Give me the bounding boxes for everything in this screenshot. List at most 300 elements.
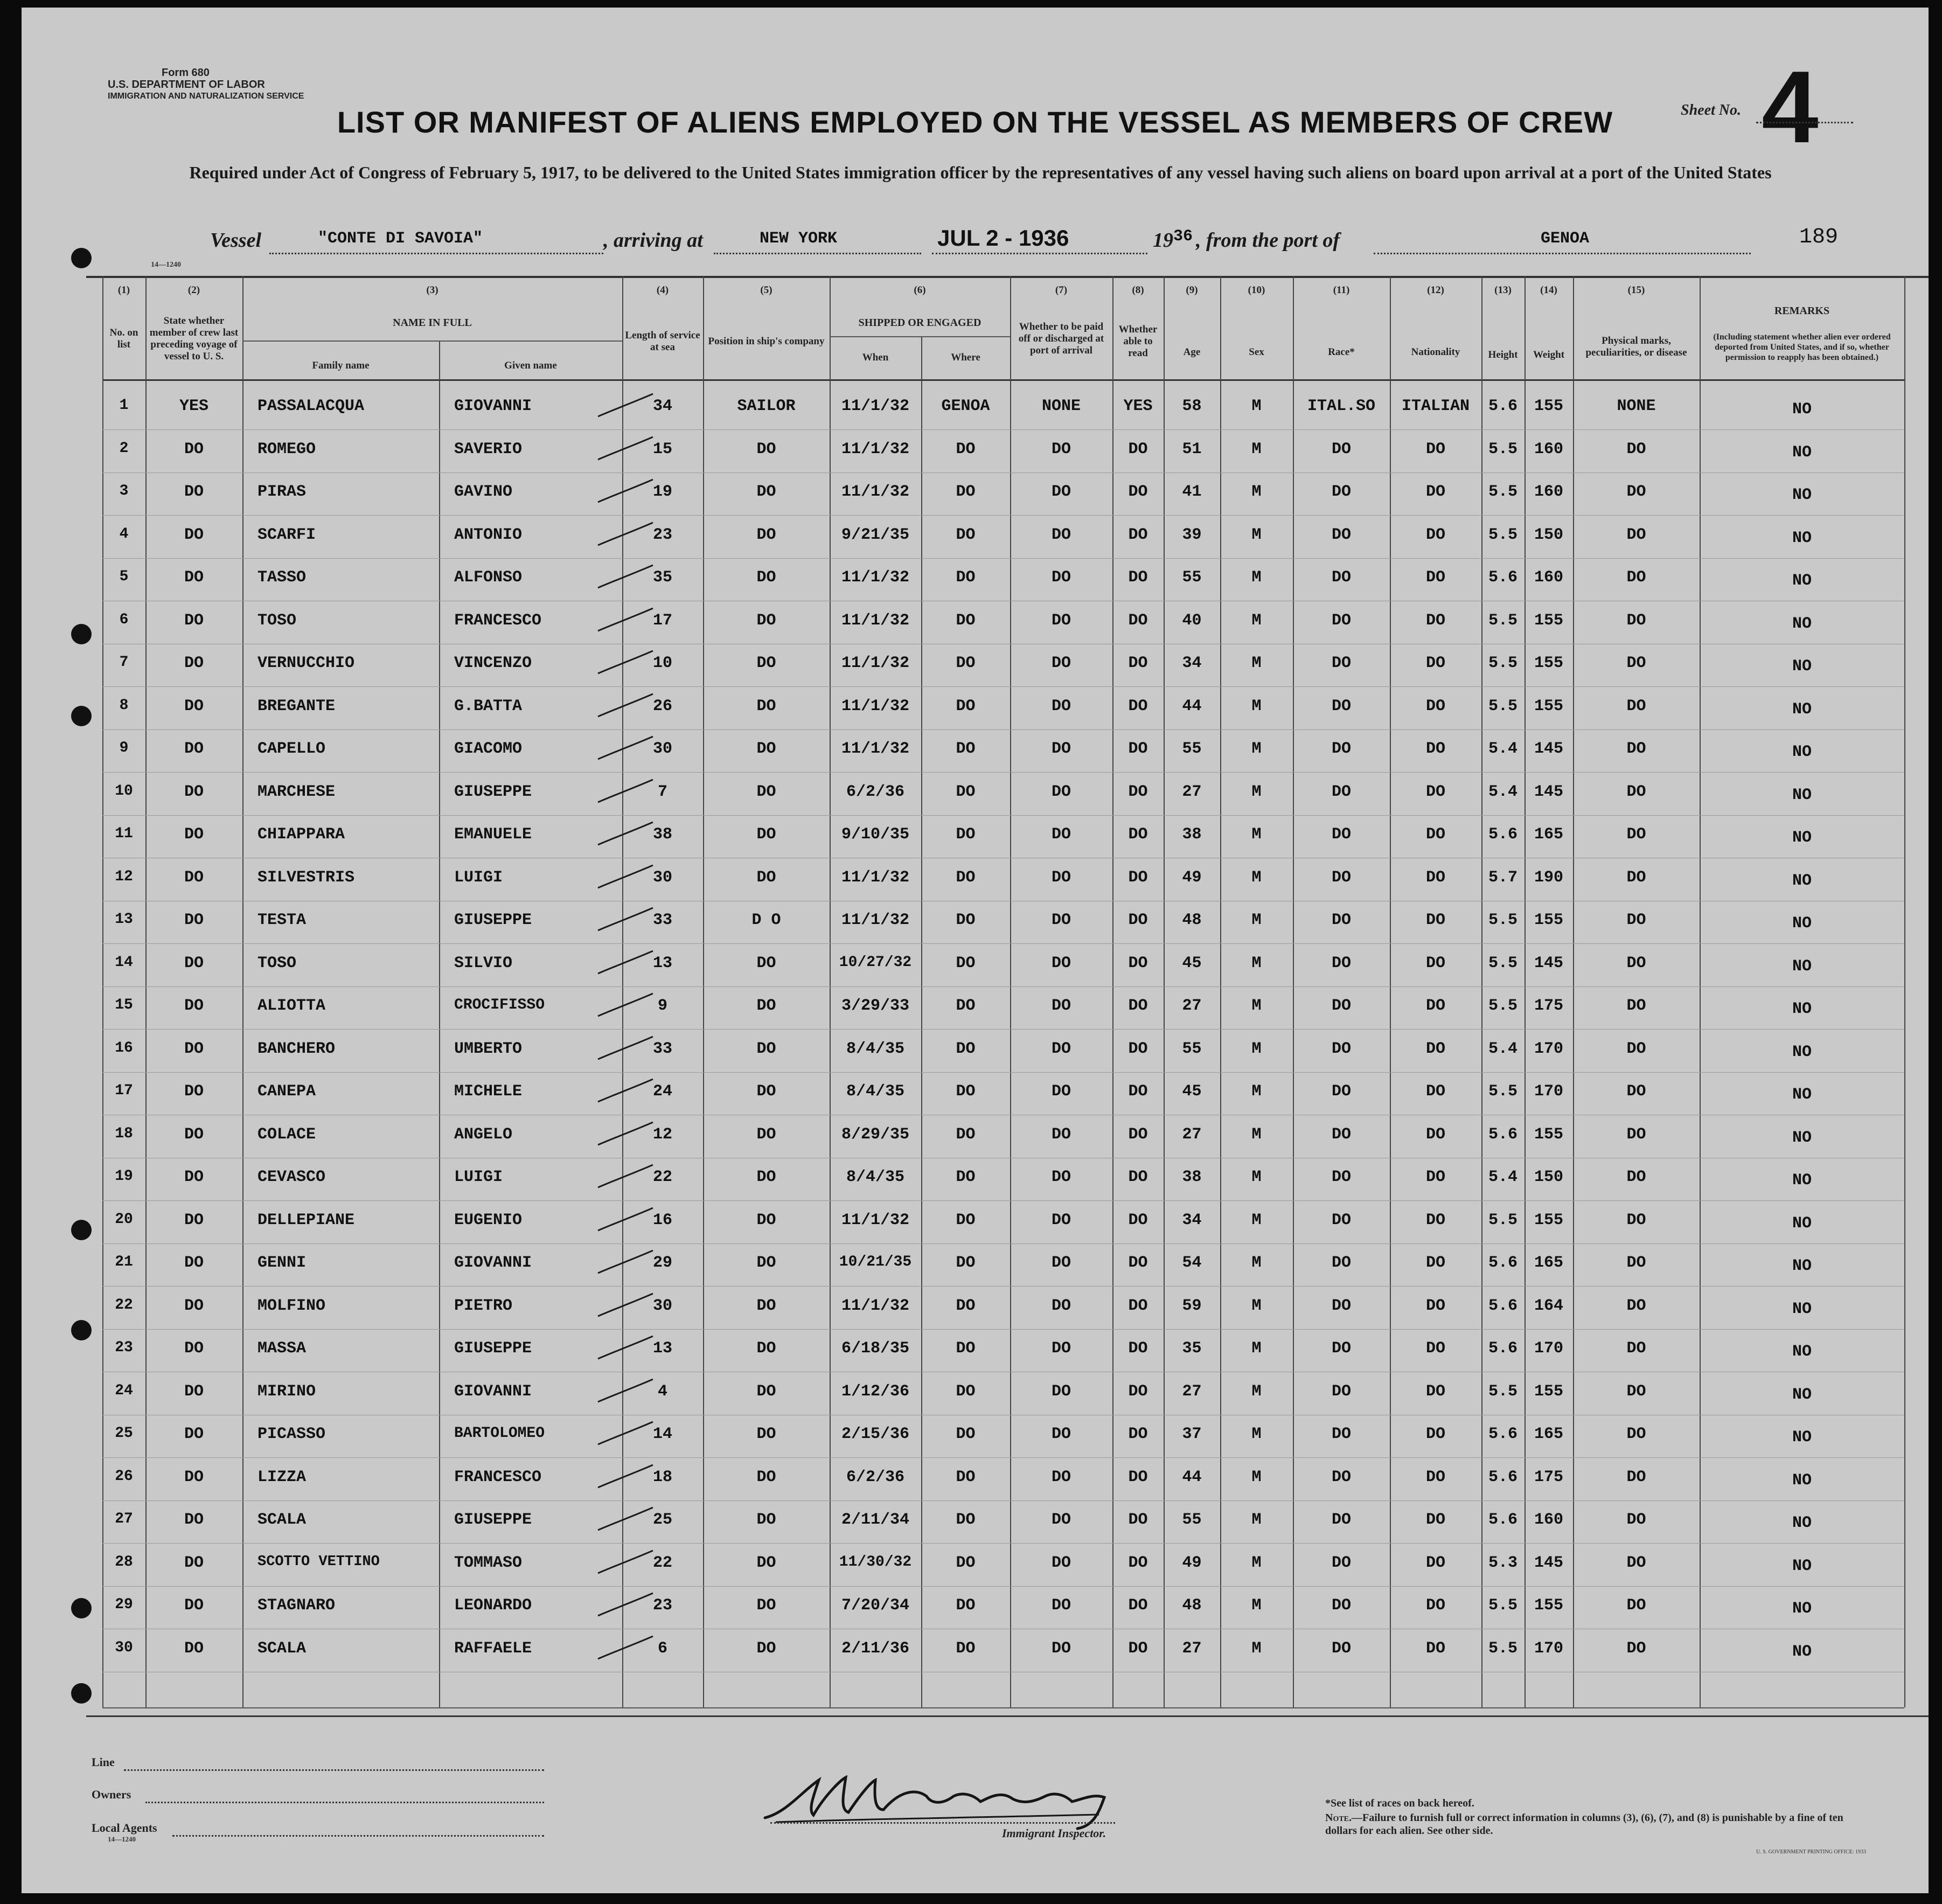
form-number: Form 680 [162,67,210,79]
nationality: ITALIAN [1401,397,1470,415]
row-gridline [102,1072,1904,1073]
height: 5.5 [1488,483,1518,501]
family-name: MIRINO [257,1382,316,1401]
given-name: TOMMASO [454,1553,523,1572]
weight: 155 [1534,1596,1563,1615]
given-name: GIOVANNI [454,1382,532,1401]
nationality: DO [1425,1039,1445,1058]
able-to-read: DO [1128,1511,1148,1529]
family-name: PICASSO [257,1425,326,1443]
row-gridline [102,1329,1904,1330]
sheet-number-label: Sheet No. [1681,102,1741,119]
check-mark-icon [593,1547,657,1580]
position: D O [751,911,781,929]
row-number: 4 [119,525,129,543]
physical-marks: DO [1626,740,1646,758]
weight: 145 [1534,954,1563,972]
engaged-when: 11/1/32 [841,697,910,715]
requirement-text: Required under Act of Congress of February 5, 1917, to be delivered to the United States immigration officer by the representatives of any vessel having such aliens on board upon arrival at a port of the United States [189,163,1772,182]
header-no-on-list: No. on list [109,327,138,350]
physical-marks: DO [1626,1296,1646,1315]
physical-marks: DO [1626,911,1646,929]
height: 5.5 [1488,654,1518,672]
height: 5.7 [1488,868,1518,887]
position: DO [756,483,776,501]
length-of-service: 34 [652,397,672,415]
engaged-when: 11/1/32 [841,911,910,929]
position: DO [756,1039,776,1058]
engaged-where: DO [956,1596,976,1615]
prev-voyage: DO [184,440,204,458]
check-mark-icon [593,905,657,937]
able-to-read: DO [1128,911,1148,929]
race: DO [1331,911,1351,929]
check-mark-icon [593,1119,657,1151]
given-name: FRANCESCO [454,1468,542,1486]
row-gridline [102,686,1904,687]
weight: 170 [1534,1639,1563,1658]
vessel-name: "CONTE DI SAVOIA" [318,230,483,248]
sex: M [1251,1254,1262,1272]
given-name: GIUSEPPE [454,1511,532,1529]
prev-voyage: DO [184,568,204,587]
position: DO [756,611,776,630]
given-name: VINCENZO [454,654,532,672]
agents-code: 14—1240 [108,1835,136,1843]
physical-marks: DO [1626,868,1646,887]
check-mark-icon [593,391,657,423]
row-gridline [102,515,1904,516]
penalty-note [1325,1811,1864,1837]
prev-voyage: DO [184,1125,204,1144]
column-number: (15) [1627,284,1645,296]
physical-marks: DO [1626,568,1646,587]
prev-voyage: DO [184,1468,204,1486]
check-mark-icon [593,819,657,851]
nationality: DO [1425,1296,1445,1315]
check-mark-icon [593,1247,657,1280]
row-gridline [102,943,1904,944]
physical-marks: DO [1626,654,1646,672]
check-mark-icon [593,691,657,723]
check-mark-icon [593,776,657,809]
list-number: 189 [1799,225,1839,249]
column-divider [242,276,243,1707]
race: DO [1331,1211,1351,1229]
family-name: TESTA [257,911,307,929]
able-to-read: DO [1128,1468,1148,1486]
engaged-when: 11/1/32 [841,397,910,415]
engaged-where: DO [956,1211,976,1229]
row-gridline [102,558,1904,559]
family-name: STAGNARO [257,1596,336,1615]
note-label: Note. [1325,1812,1352,1824]
height: 5.5 [1488,1382,1518,1401]
engaged-where: DO [956,440,976,458]
row-gridline [102,1200,1904,1201]
remarks: NO [1792,1000,1812,1018]
nationality: DO [1425,1596,1445,1615]
able-to-read: DO [1128,611,1148,630]
nationality: DO [1425,954,1445,972]
age: 54 [1182,1254,1202,1272]
engaged-when: 11/1/32 [841,1296,910,1315]
position: DO [756,1425,776,1443]
remarks: NO [1792,400,1812,419]
height: 5.4 [1488,740,1518,758]
remarks: NO [1792,1642,1812,1661]
agents-label: Local Agents [92,1821,157,1834]
physical-marks: DO [1626,1511,1646,1529]
position: DO [756,1468,776,1486]
agents-underline [172,1835,544,1837]
race: DO [1331,782,1351,801]
length-of-service: 30 [652,1296,672,1315]
row-number: 3 [119,483,129,499]
prev-voyage: DO [184,654,204,672]
paid-off: DO [1051,997,1071,1015]
name-subheader-line [242,341,622,342]
engaged-where: DO [956,825,976,844]
engaged-where: DO [956,1039,976,1058]
row-gridline [102,472,1904,473]
height: 5.5 [1488,911,1518,929]
check-mark-icon [593,519,657,552]
paid-off: DO [1051,1168,1071,1186]
column-number: (3) [426,284,438,296]
height: 5.5 [1488,525,1518,544]
arrival-port: NEW YORK [760,230,838,248]
given-name: FRANCESCO [454,611,542,630]
nationality: DO [1425,1254,1445,1272]
line-label: Line [92,1755,115,1769]
family-name: GENNI [257,1254,307,1272]
owners-underline [145,1802,544,1803]
paid-off: DO [1051,1211,1071,1229]
engaged-where: DO [956,1553,976,1572]
sex: M [1251,611,1262,630]
remarks: NO [1792,1514,1812,1532]
engaged-when: 11/1/32 [841,568,910,587]
row-number: 9 [119,740,129,756]
engaged-when: 7/20/34 [841,1596,910,1615]
row-number: 13 [115,911,133,928]
height: 5.5 [1488,1082,1518,1101]
length-of-service: 18 [652,1468,672,1486]
engaged-where: DO [956,483,976,501]
weight: 145 [1534,1553,1563,1572]
age: 27 [1182,1639,1202,1658]
able-to-read: DO [1128,868,1148,887]
family-name: COLACE [257,1125,316,1144]
paid-off: DO [1051,954,1071,972]
row-number: 2 [119,440,129,457]
engaged-when: 9/21/35 [841,525,910,544]
nationality: DO [1425,525,1445,544]
inspector-underline [770,1822,1115,1824]
sex: M [1251,483,1262,501]
engaged-where: DO [956,568,976,587]
prev-voyage: DO [184,483,204,501]
family-name: BANCHERO [257,1039,336,1058]
height: 5.5 [1488,440,1518,458]
check-mark-icon [593,648,657,680]
sex: M [1251,397,1262,415]
engaged-when: 8/4/35 [846,1082,905,1101]
service: IMMIGRATION AND NATURALIZATION SERVICE [108,92,304,101]
sex: M [1251,654,1262,672]
weight: 175 [1534,1468,1563,1486]
header-length-service: Length of service at sea [625,330,700,353]
height: 5.5 [1488,697,1518,715]
able-to-read: DO [1128,954,1148,972]
engaged-when: 11/1/32 [841,483,910,501]
sex: M [1251,954,1262,972]
race: ITAL.SO [1307,397,1376,415]
vessel-label: Vessel [210,229,261,252]
paid-off: DO [1051,1468,1071,1486]
height: 5.6 [1488,1296,1518,1315]
row-number: 11 [115,825,133,842]
header-given-name: Given name [504,360,557,371]
weight: 160 [1534,483,1563,501]
weight: 165 [1534,1254,1563,1272]
row-gridline [102,815,1904,816]
engaged-where: DO [956,1168,976,1186]
physical-marks: DO [1626,1639,1646,1658]
remarks: NO [1792,614,1812,633]
weight: 164 [1534,1296,1563,1315]
prev-voyage: DO [184,1639,204,1658]
able-to-read: DO [1128,997,1148,1015]
able-to-read: DO [1128,483,1148,501]
nationality: DO [1425,568,1445,587]
given-name: BARTOLOMEO [454,1425,545,1442]
column-number: (5) [760,284,772,296]
nationality: DO [1425,1468,1445,1486]
sex: M [1251,911,1262,929]
physical-marks: DO [1626,1382,1646,1401]
length-of-service: 10 [652,654,672,672]
remarks: NO [1792,1385,1812,1404]
engaged-where: DO [956,1382,976,1401]
paid-off: DO [1051,568,1071,587]
sex: M [1251,1425,1262,1443]
able-to-read: DO [1128,440,1148,458]
length-of-service: 9 [657,997,667,1015]
age: 35 [1182,1339,1202,1358]
physical-marks: DO [1626,1039,1646,1058]
paid-off: DO [1051,654,1071,672]
given-name: LUIGI [454,1168,503,1186]
header-family-name: Family name [312,360,370,371]
position: DO [756,1125,776,1144]
row-number: 7 [119,654,129,671]
inspector-label: Immigrant Inspector. [1002,1826,1106,1840]
age: 55 [1182,568,1202,587]
engaged-where: DO [956,1254,976,1272]
position: DO [756,1339,776,1358]
age: 51 [1182,440,1202,458]
physical-marks: DO [1626,1425,1646,1443]
given-name: LUIGI [454,868,503,887]
column-number: (13) [1494,284,1512,296]
family-name: SILVESTRIS [257,868,355,887]
sex: M [1251,1511,1262,1529]
able-to-read: DO [1128,1553,1148,1572]
position: DO [756,654,776,672]
paid-off: DO [1051,611,1071,630]
position: DO [756,782,776,801]
position: DO [756,954,776,972]
given-name: CROCIFISSO [454,997,545,1013]
age: 44 [1182,697,1202,715]
paid-off: DO [1051,1596,1071,1615]
able-to-read: YES [1123,397,1153,415]
length-of-service: 19 [652,483,672,501]
able-to-read: DO [1128,1639,1148,1658]
prev-voyage: DO [184,1596,204,1615]
height: 5.4 [1488,1039,1518,1058]
sex: M [1251,1211,1262,1229]
check-mark-icon [593,1419,657,1451]
family-name: MARCHESE [257,782,336,801]
arriving-label: , arriving at [603,229,703,252]
age: 44 [1182,1468,1202,1486]
paid-off: DO [1051,440,1071,458]
check-mark-icon [593,990,657,1023]
length-of-service: 13 [652,954,672,972]
row-number: 19 [115,1168,133,1185]
race: DO [1331,1254,1351,1272]
row-number: 24 [115,1382,133,1399]
engaged-when: 11/1/32 [841,440,910,458]
sex: M [1251,1296,1262,1315]
header-sex: Sex [1249,346,1264,358]
length-of-service: 30 [652,868,672,887]
family-name: ALIOTTA [257,997,326,1015]
prev-voyage: DO [184,1211,204,1229]
nationality: DO [1425,483,1445,501]
row-gridline [102,1500,1904,1501]
engaged-when: 11/1/32 [841,740,910,758]
length-of-service: 23 [652,525,672,544]
check-mark-icon [593,434,657,466]
given-name: G.BATTA [454,697,523,715]
age: 38 [1182,825,1202,844]
department: U.S. DEPARTMENT OF LABOR [108,79,265,91]
engaged-where: DO [956,1425,976,1443]
row-number: 23 [115,1339,133,1356]
race: DO [1331,1511,1351,1529]
engaged-where: DO [956,1639,976,1658]
age: 48 [1182,911,1202,929]
weight: 160 [1534,1511,1563,1529]
able-to-read: DO [1128,654,1148,672]
engaged-when: 8/4/35 [846,1168,905,1186]
paid-off: DO [1051,1339,1071,1358]
owners-label: Owners [92,1788,131,1801]
row-number: 27 [115,1511,133,1527]
race: DO [1331,1296,1351,1315]
prev-voyage: DO [184,1082,204,1101]
length-of-service: 30 [652,740,672,758]
sex: M [1251,997,1262,1015]
length-of-service: 23 [652,1596,672,1615]
family-name: MOLFINO [257,1296,326,1315]
height: 5.5 [1488,997,1518,1015]
height: 5.6 [1488,1511,1518,1529]
length-of-service: 26 [652,697,672,715]
remarks: NO [1792,743,1812,761]
family-name: CAPELLO [257,740,326,758]
table-top-border [86,276,1929,278]
family-name: TOSO [257,611,297,630]
given-name: GAVINO [454,483,513,501]
position: DO [756,440,776,458]
race: DO [1331,440,1351,458]
nationality: DO [1425,654,1445,672]
column-number: (12) [1427,284,1444,296]
family-name: SCALA [257,1511,307,1529]
engaged-when: 10/27/32 [839,954,912,971]
row-gridline [102,986,1904,987]
family-name: ROMEGO [257,440,316,458]
check-mark-icon [593,733,657,766]
line-underline [124,1769,544,1771]
nationality: DO [1425,1425,1445,1443]
sex: M [1251,568,1262,587]
header-nationality: Nationality [1411,346,1460,358]
prev-voyage: DO [184,697,204,715]
row-gridline [102,1457,1904,1458]
given-name: SILVIO [454,954,513,972]
row-number: 21 [115,1254,133,1270]
nationality: DO [1425,697,1445,715]
engaged-where: DO [956,1339,976,1358]
remarks: NO [1792,700,1812,719]
physical-marks: DO [1626,1553,1646,1572]
crew-table [22,8,1929,1893]
check-mark-icon [593,862,657,894]
engaged-when: 6/2/36 [846,1468,905,1486]
sex: M [1251,1596,1262,1615]
remarks: NO [1792,914,1812,933]
position: DO [756,1168,776,1186]
row-number: 6 [119,611,129,628]
race: DO [1331,1168,1351,1186]
engaged-where: DO [956,782,976,801]
prev-voyage: DO [184,1425,204,1443]
family-name: PASSALACQUA [257,397,365,415]
length-of-service: 6 [657,1639,667,1658]
engaged-when: 11/1/32 [841,868,910,887]
nationality: DO [1425,1382,1445,1401]
age: 55 [1182,740,1202,758]
height: 5.5 [1488,1639,1518,1658]
able-to-read: DO [1128,1596,1148,1615]
physical-marks: DO [1626,825,1646,844]
nationality: DO [1425,1339,1445,1358]
able-to-read: DO [1128,1296,1148,1315]
header-physical: Physical marks, peculiarities, or disease [1585,335,1687,358]
given-name: GIUSEPPE [454,911,532,929]
weight: 155 [1534,1125,1563,1144]
engaged-where: DO [956,1511,976,1529]
check-mark-icon [593,1333,657,1365]
family-name: VERNUCCHIO [257,654,355,672]
race: DO [1331,568,1351,587]
